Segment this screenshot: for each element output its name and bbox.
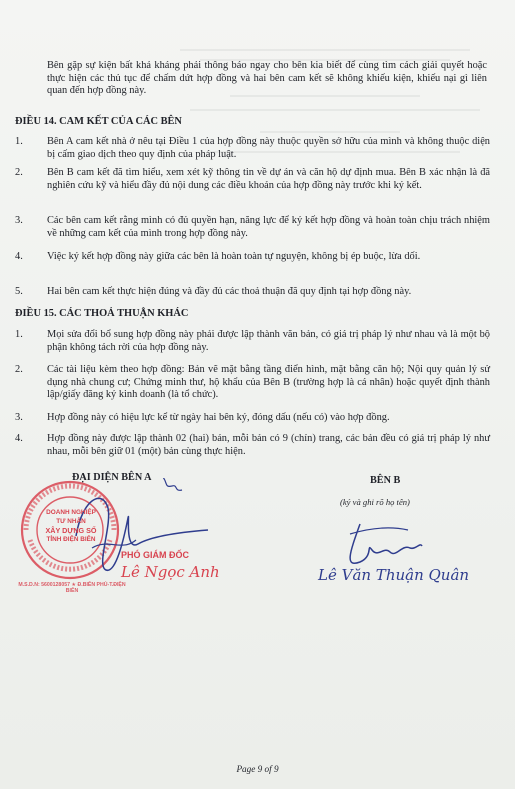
item-number: 1. <box>15 136 23 147</box>
party-a-title: ĐẠI DIỆN BÊN A <box>72 472 152 483</box>
item-number: 3. <box>15 215 23 226</box>
stamp-line: XÂY DỰNG SỐ <box>45 526 97 535</box>
item-number: 4. <box>15 251 23 262</box>
article-14-item <box>15 286 490 299</box>
article-14-heading: ĐIỀU 14. CAM KẾT CỦA CÁC BÊN <box>15 116 182 127</box>
item-number: 2. <box>15 364 23 375</box>
stamp-ring-text: M.S.D.N: 5600128057 ★ Đ.BIÊN PHỦ-T.ĐIỆN BIÊN <box>18 582 126 594</box>
initial-mark <box>162 478 182 490</box>
item-number: 3. <box>15 412 23 423</box>
item-text: Việc ký kết hợp đồng này giữa các bên là hoàn toàn tự nguyện, không bị ép buộc, lừa dối. <box>47 251 421 262</box>
item-text: Bên A cam kết nhà ở nêu tại Điều 1 của hợp đồng này thuộc quyền sở hữu của mình và không thuộc diện bị cấm giao dịch theo quy định của pháp luật. <box>47 136 490 160</box>
article-15-item <box>15 364 490 402</box>
article-15-heading: ĐIỀU 15. CÁC THOẢ THUẬN KHÁC <box>15 308 189 319</box>
party-a-name: Lê Ngọc Anh <box>121 563 220 581</box>
article-14-item <box>15 167 490 192</box>
item-text: Mọi sửa đổi bổ sung hợp đồng này phải được lập thành văn bản, có giá trị pháp lý như nhau và là một bộ phận không tách rời của hợp đồng này. <box>47 329 490 353</box>
article-15-item <box>15 329 490 354</box>
stamp-line: DOANH NGHIỆP <box>46 509 96 516</box>
stamp-center-text <box>36 508 106 544</box>
stamp-line: TƯ NHÂN <box>56 518 86 525</box>
item-number: 1. <box>15 329 23 340</box>
article-15-item <box>15 412 490 425</box>
item-text: Hai bên cam kết thực hiện đúng và đầy đủ các thoả thuận đã quy định tại hợp đồng này. <box>47 286 412 297</box>
article-14-item <box>15 136 490 161</box>
party-b-note: (ký và ghi rõ họ tên) <box>340 497 410 507</box>
item-number: 2. <box>15 167 23 178</box>
article-14-item <box>15 251 490 264</box>
item-number: 5. <box>15 286 23 297</box>
stamp-line: TỈNH ĐIỆN BIÊN <box>46 536 96 543</box>
item-text: Các tài liệu kèm theo hợp đồng: Bản vẽ mặt bằng tầng điển hình, mặt bằng căn hộ; Nội quy quản lý sử dụng nhà chung cư; Chứng minh thư, hộ khẩu của Bên B (trường hợp là cá nhân) hoặc quyết định thành lập/giấy đăng ký kinh doanh (là tổ chức). <box>47 364 490 401</box>
party-b-title: BÊN B <box>370 475 401 486</box>
article-14-item <box>15 215 490 240</box>
party-b-name: Lê Văn Thuận Quân <box>318 566 470 584</box>
item-number: 4. <box>15 433 23 444</box>
item-text: Các bên cam kết rằng mình có đủ quyền hạn, năng lực để ký kết hợp đồng và hoàn toàn chịu trách nhiệm về những cam kết của mình trong hợp đồng này. <box>47 215 490 239</box>
item-text: Hợp đồng này có hiệu lực kể từ ngày hai bên ký, đóng dấu (nếu có) vào hợp đồng. <box>47 412 390 423</box>
item-text: Bên B cam kết đã tìm hiểu, xem xét kỹ thông tin về dự án và căn hộ dự định mua. Bên B xác nhận là đã nghiên cứu kỹ và hiểu đầy đủ nội dung các điều khoản của hợp đồng này trước khi ký kết. <box>47 167 490 191</box>
article-15-item <box>15 433 490 458</box>
intro-paragraph: Bên gặp sự kiện bất khả kháng phải thông báo ngay cho bên kia biết để cùng tìm cách giải quyết hoặc thực hiện các thủ tục để chấm dứt hợp đồng và hai bên cam kết sẽ không khiếu kiện, khiếu nại gì liên quan đến hợp đồng này. <box>47 60 487 97</box>
party-b-signature <box>330 512 450 572</box>
party-a-position: PHÓ GIÁM ĐỐC <box>121 550 190 560</box>
page-number: Page 9 of 9 <box>236 764 279 774</box>
item-text: Hợp đồng này được lập thành 02 (hai) bản, mỗi bản có 9 (chín) trang, các bản đều có giá trị pháp lý như nhau, mỗi bên giữ 01 (một) bản cùng thực hiện. <box>47 433 490 457</box>
